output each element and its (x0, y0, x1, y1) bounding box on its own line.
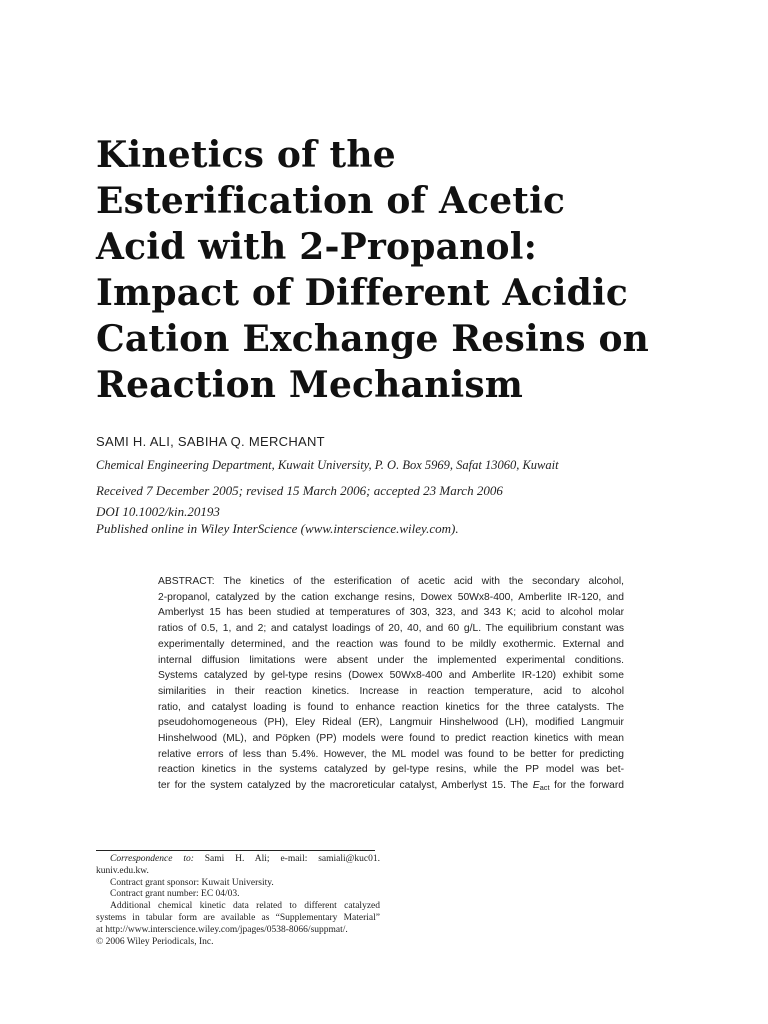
published-online: Published online in Wiley InterScience (www.interscience.wiley.com). (96, 521, 459, 536)
abstract-line: ABSTRACT: The kinetics of the esterification of acetic acid with the secondary alcohol, (158, 576, 624, 587)
supplementary-note-line: at http://www.interscience.wiley.com/jpages/0538-8066/suppmat/. (96, 924, 348, 935)
abstract-line: Amberlyst 15 has been studied at temperatures of 303, 323, and 343 K; acid to alcohol molar (158, 607, 624, 619)
title-line: Reaction Mechanism (96, 364, 524, 406)
abstract-line: pseudohomogeneous (PH), Eley Rideal (ER), Langmuir Hinshelwood (LH), modified Langmuir (158, 717, 624, 729)
title-line: Kinetics of the (96, 134, 396, 176)
activation-energy-symbol: E (532, 780, 540, 792)
supplementary-note-line: systems in tabular form are available as “Supplementary Material” (96, 912, 380, 923)
title-line: Impact of Different Acidic (96, 272, 629, 314)
abstract-line: Hinshelwood (ML), and Pöpken (PP) models were found to predict reaction kinetics with mean (158, 733, 624, 745)
footnote-divider (96, 850, 375, 851)
abstract-last-line (158, 778, 624, 796)
grant-sponsor: Contract grant sponsor: Kuwait University. (110, 877, 274, 888)
doi: DOI 10.1002/kin.20193 (96, 504, 220, 519)
abstract-line: ratio, and catalyst loading is found to enhance reaction kinetics for the three catalysts. The (158, 701, 624, 713)
abstract-line: Systems catalyzed by gel-type resins (Dowex 50Wx8-400 and Amberlite IR-120) exhibit some (158, 670, 624, 682)
abstract-line: experimentally determined, and the reaction was found to be mildly exothermic. External and (158, 638, 624, 650)
grant-number: Contract grant number: EC 04/03. (110, 889, 240, 900)
supplementary-note-line: Additional chemical kinetic data related to different catalyzed (110, 901, 380, 912)
received-dates: Received 7 December 2005; revised 15 March 2006; accepted 23 March 2006 (96, 483, 503, 498)
title-line: Esterification of Acetic (96, 180, 566, 222)
author-list: SAMI H. ALI, SABIHA Q. MERCHANT (96, 434, 325, 449)
affiliation: Chemical Engineering Department, Kuwait University, P. O. Box 5969, Safat 13060, Kuwait (96, 458, 559, 472)
title-line: Acid with 2-Propanol: (96, 226, 538, 268)
abstract-line: relative errors of less than 5.4%. However, the ML model was found to be better for predicting (158, 748, 624, 760)
abstract-line: ratios of 0.5, 1, and 2; and catalyst loadings of 20, 40, and 60 g/L. The equilibrium constant was (158, 623, 624, 635)
footnotes (96, 854, 380, 948)
correspondence-note (96, 854, 380, 866)
correspondence-text: Sami H. Ali; e-mail: samiali@kuc01. (193, 854, 380, 864)
abstract-line: internal diffusion limitations were absent under the implemented experimental conditions. (158, 654, 624, 666)
copyright: © 2006 Wiley Periodicals, Inc. (96, 936, 214, 947)
title-line: Cation Exchange Resins on (96, 318, 650, 360)
abstract-line: reaction kinetics in the systems catalyzed by gel-type resins, while the PP model was bet- (158, 764, 624, 776)
abstract-line: similarities in their reaction kinetics. Increase in reaction temperature, acid to alcohol (158, 685, 624, 697)
abstract-text: ter for the system catalyzed by the macroreticular catalyst, Amberlyst 15. The (158, 780, 533, 792)
abstract-line: 2-propanol, catalyzed by the cation exchange resins, Dowex 50Wx8-400, Amberlite IR-120, and (158, 591, 624, 603)
paper-title (96, 132, 716, 408)
correspondence-continuation: kuniv.edu.kw. (96, 865, 149, 876)
abstract (158, 574, 624, 796)
activation-energy-subscript: act (539, 783, 550, 793)
correspondence-label: Correspondence to: (110, 854, 194, 864)
abstract-text: for the forward (549, 780, 624, 792)
